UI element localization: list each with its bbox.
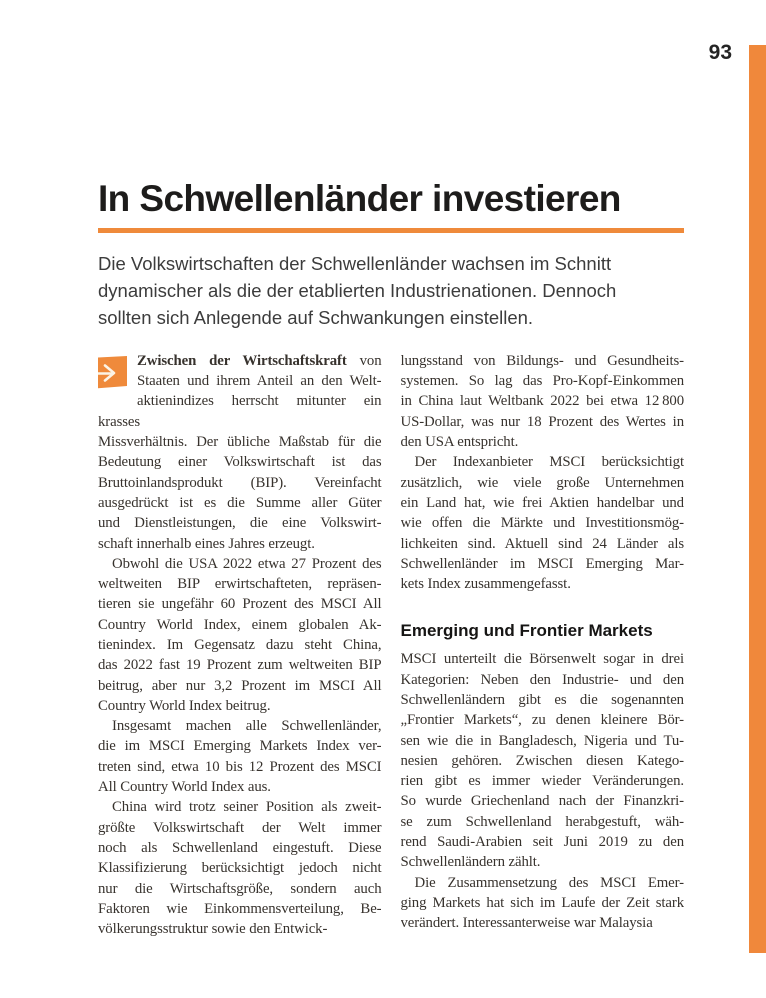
- text-line: größte Volkswirtschaft der Welt immer: [98, 819, 382, 836]
- title-rule: [98, 228, 684, 233]
- text-line: zusätzlich, wie viele große Unternehmen: [400, 474, 684, 491]
- paragraph: [98, 797, 382, 935]
- text-line: Die Zusammensetzung des MSCI Emer-: [414, 874, 684, 891]
- subtitle-line: sollten sich Anlegende auf Schwankungen einstellen.: [98, 306, 534, 328]
- text-line: Country World Index, einem globalen Ak-: [98, 616, 382, 633]
- text-line: China wird trotz seiner Position als zweit-: [112, 799, 382, 816]
- text-line: Der Indexanbieter MSCI berücksichtigt: [414, 454, 684, 471]
- text-line: beitrug, aber nur 3,2 Prozent im MSCI All: [98, 677, 382, 694]
- text-line: Insgesamt machen alle Schwellenländer,: [112, 718, 382, 735]
- text-line: Missverhältnis. Der übliche Maßstab für die: [98, 434, 382, 451]
- text-line: Faktoren wie Einkommensverteilung, Be-: [98, 900, 382, 917]
- article-title: In Schwellenländer investieren: [98, 178, 621, 219]
- text-line: die im MSCI Emerging Markets Index ver-: [98, 738, 382, 755]
- text-line: US-Dollar, was nur 18 Prozent des Wertes in: [400, 413, 684, 430]
- text-line: das 2022 fast 19 Prozent zum weltweiten BIP: [98, 657, 382, 674]
- text-line: und Dienstleistungen, die eine Volkswirt-: [98, 515, 382, 532]
- text-line: So wurde Griechenland nach der Finanzkri-: [400, 793, 684, 810]
- page-number: 93: [708, 41, 732, 64]
- paragraph: [401, 649, 685, 872]
- text-line: verändert. Interessanterweise war Malaysia: [400, 915, 653, 932]
- text-line: nesien gehören. Zwischen diesen Katego-: [400, 752, 684, 769]
- text-line: nur die Wirtschaftsgröße, sondern auch: [98, 880, 382, 897]
- arrow-ribbon-icon: [98, 351, 130, 393]
- text-line: Staaten und ihrem Anteil an den Welt-: [137, 373, 382, 390]
- bold-lead-text: Zwischen der Wirtschaftskraft: [137, 352, 347, 369]
- text-line: Klassifizierung berücksichtigt jedoch nicht: [98, 860, 382, 877]
- text-line: tieren sie ungefähr 60 Prozent des MSCI All: [98, 596, 382, 613]
- text-line: noch als Schwellenland eingestuft. Diese: [98, 839, 382, 856]
- paragraph: [98, 716, 382, 797]
- text-line: lichkeiten sind. Aktuell sind 24 Länder als: [400, 535, 684, 552]
- text-line: ausgedrückt ist es die Summe aller Güter: [98, 494, 382, 511]
- subtitle-line: dynamischer als die der etablierten Industrienationen. Dennoch: [98, 279, 617, 301]
- text-line: kets Index zusammengefasst.: [400, 576, 571, 593]
- text-line: Country World Index beitrug.: [98, 697, 271, 714]
- paragraph: [401, 351, 685, 452]
- text-line: weltweiten BIP erwirtschafteten, repräsen-: [98, 576, 382, 593]
- text-line: tienindex. Im Gegensatz dazu steht China,: [98, 637, 382, 653]
- text-line: „Frontier Markets“, zu denen kleinere Bör-: [400, 712, 684, 729]
- paragraph: [98, 554, 382, 716]
- text-line: lungsstand von Bildungs- und Gesundheits-: [400, 352, 684, 369]
- left-column: [98, 351, 382, 936]
- text-line: Kategorien: Neben den Industrie- und den: [400, 671, 684, 688]
- section-subhead: Emerging und Frontier Markets: [400, 621, 653, 641]
- text-line: Schwellenländer im MSCI Emerging Mar-: [400, 555, 684, 572]
- text-line: systemen. So lag das Pro-Kopf-Einkommen: [400, 373, 684, 390]
- text-line: in China laut Weltbank 2022 bei etwa 12 800: [400, 393, 684, 410]
- paragraph: [401, 452, 685, 594]
- text-line: MSCI unterteilt die Börsenwelt sogar in drei: [400, 651, 684, 668]
- text-line: rend Saudi-Arabien seit Juni 2019 zu den: [400, 834, 684, 851]
- subtitle-line: Die Volkswirtschaften der Schwellenländer wachsen im Schnitt: [98, 252, 612, 274]
- text-line: ging Markets hat sich im Laufe der Zeit stark: [400, 894, 684, 911]
- text-line: Obwohl die USA 2022 etwa 27 Prozent des: [112, 555, 382, 572]
- text-line: aktienindizes herrscht mitunter ein krasses: [98, 393, 382, 430]
- right-column: [401, 351, 685, 936]
- text-line: Schwellenländern zählt.: [400, 854, 541, 871]
- text-line: Schwellenländern gibt es die sogenannten: [400, 692, 684, 708]
- text-line: schaft innerhalb eines Jahres erzeugt.: [98, 535, 315, 552]
- text-line: treten sind, etwa 10 bis 12 Prozent des MSCI: [98, 758, 382, 775]
- article-columns: [98, 351, 684, 936]
- article-subtitle: [98, 250, 684, 331]
- text-line: Bedeutung einer Volkswirtschaft ist das: [98, 454, 382, 471]
- text-line: Zwischen der Wirtschaftskraft von: [137, 352, 382, 369]
- article: [98, 180, 684, 936]
- text-line: rien gibt es immer wieder Veränderungen.: [400, 773, 684, 790]
- paragraph: [401, 873, 685, 934]
- text-line: wie offen die Märkte und Investitionsmög-: [400, 515, 684, 532]
- paragraph: [98, 351, 382, 554]
- text-line: All Country World Index aus.: [98, 779, 271, 796]
- text-line: sen wie die in Bangladesch, Nigeria und Tu-: [400, 732, 684, 749]
- text-line: se zum Schwellenland herabgestuft, wäh-: [400, 813, 684, 830]
- text-line: den USA entspricht.: [400, 434, 519, 451]
- text-line: völkerungsstruktur sowie den Entwick-: [98, 921, 328, 936]
- text-line: ein Land hat, wie frei Aktien handelbar und: [400, 494, 684, 511]
- page-edge-accent-bar: [749, 45, 766, 953]
- text-line: Bruttoinlandsprodukt (BIP). Vereinfacht: [98, 474, 382, 491]
